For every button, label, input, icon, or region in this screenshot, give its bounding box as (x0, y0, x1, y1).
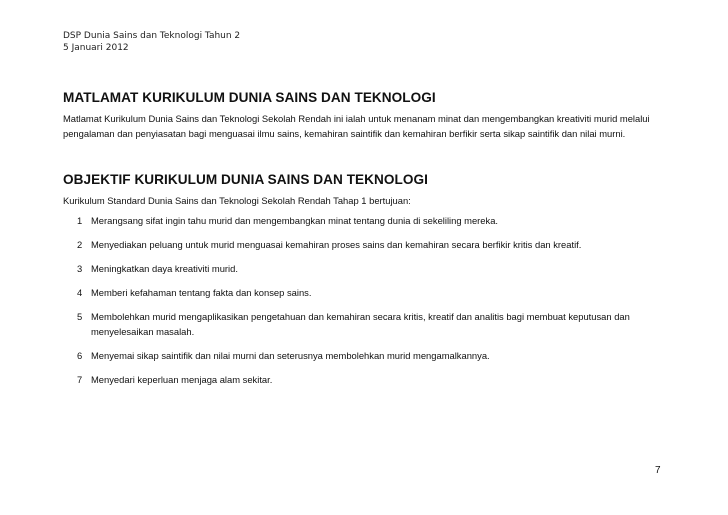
list-item (77, 309, 687, 339)
page-number: 7 (655, 465, 661, 476)
list-item (77, 213, 687, 228)
list-item-text: Merangsang sifat ingin tahu murid dan mengembangkan minat tentang dunia di sekeliling mereka. (91, 215, 499, 226)
list-item-number: 7 (77, 374, 83, 385)
section-intro-objektif: Kurikulum Standard Dunia Sains dan Teknologi Sekolah Rendah Tahap 1 bertujuan: (63, 195, 411, 206)
list-item-text: Menyedari keperluan menjaga alam sekitar. (91, 374, 273, 385)
objectives-list (77, 213, 687, 396)
list-item-text: Menyemai sikap saintifik dan nilai murni dan seterusnya membolehkan murid mengamalkannya. (91, 350, 490, 361)
list-item-number: 2 (77, 239, 83, 250)
list-item-number: 5 (77, 311, 83, 322)
list-item-number: 1 (77, 215, 83, 226)
list-item (77, 285, 687, 300)
list-item-number: 3 (77, 263, 83, 274)
list-item-text: Meningkatkan daya kreativiti murid. (91, 263, 238, 274)
section-paragraph-matlamat: Matlamat Kurikulum Dunia Sains dan Teknologi Sekolah Rendah ini ialah untuk menanam minat dan mengembangkan kreativiti murid melalui pengalaman dan penyiasatan bagi menguasai ilmu sains, kemahiran saintifik dan kemahiran berfikir serta sikap saintifik dan nilai murni. (63, 113, 650, 139)
section-title-objektif: OBJEKTIF KURIKULUM DUNIA SAINS DAN TEKNOLOGI (63, 172, 428, 187)
list-item-text: Menyediakan peluang untuk murid menguasai kemahiran proses sains dan kemahiran secara berfikir kritis dan kreatif. (91, 239, 582, 250)
list-item (77, 372, 687, 387)
list-item-text: Memberi kefahaman tentang fakta dan konsep sains. (91, 287, 312, 298)
header-title: DSP Dunia Sains dan Teknologi Tahun 2 (63, 31, 241, 41)
list-item-number: 4 (77, 287, 83, 298)
list-item (77, 348, 687, 363)
list-item-number: 6 (77, 350, 83, 361)
list-item (77, 261, 687, 276)
header-date: 5 Januari 2012 (63, 43, 129, 53)
section-title-matlamat: MATLAMAT KURIKULUM DUNIA SAINS DAN TEKNOLOGI (63, 90, 436, 105)
list-item (77, 237, 687, 252)
page-header (63, 30, 240, 54)
list-item-text: Membolehkan murid mengaplikasikan pengetahuan dan kemahiran secara kritis, kreatif dan analitis bagi membuat keputusan dan menyelesaikan masalah. (91, 311, 630, 337)
